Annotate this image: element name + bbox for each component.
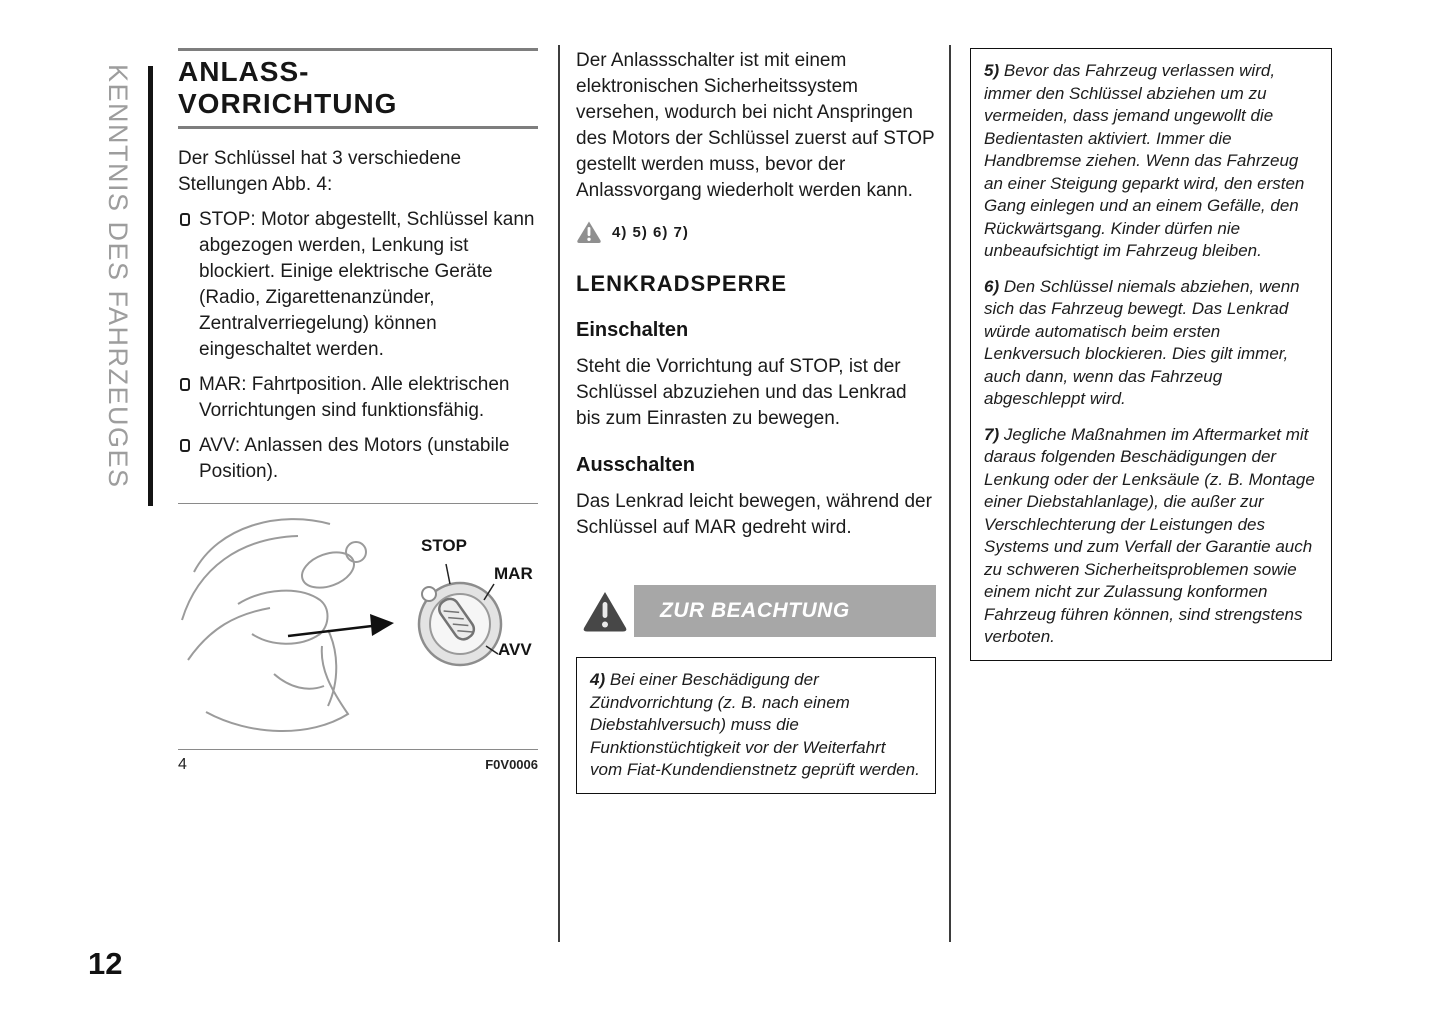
ignition-illustration	[178, 508, 538, 740]
figure-label-stop: STOP	[421, 536, 467, 555]
note-item-5	[984, 60, 1318, 263]
warning-reference-row	[576, 220, 936, 244]
page-title-line1: ANLASS-	[178, 56, 310, 87]
callout-arrow-head	[370, 614, 394, 636]
subheading-ausschalten: Ausschalten	[576, 454, 695, 476]
page-number: 12	[88, 946, 123, 981]
column-3	[970, 48, 1332, 661]
note-text: Bevor das Fahrzeug verlassen wird, immer den Schlüssel abziehen um zu vermeiden, dass jemand ungewollt die Bedientasten aktiviert. Immer die Handbremse ziehen. Wenn das Fahrzeug an einer Steigung geparkt wird, den ersten Gang einlegen und an einem Gefälle, den Rückwärtsgang. Kinder dürfen nie unbeaufsichtigt im Fahrzeug bleiben.	[984, 61, 1305, 260]
sidebar-rule	[148, 66, 153, 506]
figure-code: F0V0006	[485, 757, 538, 772]
intro-paragraph: Der Schlüssel hat 3 verschiedene Stellungen Abb. 4:	[178, 148, 462, 195]
note-number: 5)	[984, 61, 1000, 80]
attention-banner-label: ZUR BEACHTUNG	[660, 599, 850, 622]
bullet-text: STOP: Motor abgestellt, Schlüssel kann abgezogen werden, Lenkung ist blockiert. Einige elektrische Geräte (Radio, Zigarettenanzünder, Zentralverriegelung) können eingeschaltet werden.	[199, 209, 535, 360]
page-title	[178, 51, 538, 126]
square-bullet-icon	[180, 378, 190, 391]
column-2	[576, 48, 936, 794]
note-item-6	[984, 276, 1318, 411]
ignition-figure	[178, 503, 538, 750]
list-item-stop	[178, 207, 538, 363]
warning-note-references: 4) 5) 6) 7)	[612, 223, 689, 241]
attention-banner	[576, 585, 936, 637]
attention-warning-triangle-icon	[582, 590, 628, 632]
figure-label-avv: AVV	[498, 640, 532, 659]
note-item-7	[984, 424, 1318, 649]
figure-number: 4	[178, 756, 187, 773]
square-bullet-icon	[180, 439, 190, 452]
note-number: 6)	[984, 276, 1000, 296]
note-text: Den Schlüssel niemals abziehen, wenn sich das Fahrzeug bewegt. Das Lenkrad würde automatisch beim ersten Lenkversuch blockieren. Dies gilt immer, auch dann, wenn das Fahrzeug abgeschleppt wird.	[984, 276, 1300, 408]
paragraph-einschalten: Steht die Vorrichtung auf STOP, ist der Schlüssel abzuziehen und das Lenkrad bis zum Einrasten zu bewegen.	[576, 356, 907, 429]
note-number: 4)	[590, 670, 606, 689]
column-divider-2	[949, 45, 951, 942]
column-divider-1	[558, 45, 560, 942]
bullet-text: MAR: Fahrtposition. Alle elektrischen Vorrichtungen sind funktionsfähig.	[199, 374, 510, 421]
paragraph-ignition-security: Der Anlassschalter ist mit einem elektronischen Sicherheitssystem versehen, wodurch bei nicht Anspringen des Motors der Schlüssel zuerst auf STOP gestellt werden muss, bevor der Anlassvorgang wiederholt werden kann.	[576, 50, 935, 201]
note-text: Jegliche Maßnahmen im Aftermarket mit daraus folgenden Beschädigungen der Lenkung oder der Lenksäule (z. B. Montage einer Diebstahlanlage), die außer zur Verschlechterung der Leistungen des Systems und zum Verfall der Garantie auch zu schweren Sicherheitsproblemen sowie einem nicht zur Zulassung konformen Fahrzeug führen können, sind strengstens verboten.	[984, 424, 1315, 646]
subheading-einschalten: Einschalten	[576, 319, 689, 341]
notes-box-5-7	[970, 48, 1332, 661]
column-1	[178, 48, 538, 774]
list-item-avv	[178, 433, 538, 485]
section-heading-lenkradsperre: LENKRADSPERRE	[576, 271, 788, 296]
list-item-mar	[178, 372, 538, 424]
note-text: Bei einer Beschädigung der Zündvorrichtung (z. B. nach einem Diebstahlversuch) muss die Funktionstüchtigkeit vor der Weiterfahrt vom Fiat-Kundendienstnetz geprüft werden.	[590, 670, 920, 779]
figure-caption	[178, 756, 538, 774]
attention-banner-icon-box	[576, 585, 634, 637]
warning-triangle-icon	[576, 220, 602, 244]
note-box-4	[576, 657, 936, 794]
bullet-text: AVV: Anlassen des Motors (unstabile Position).	[199, 435, 510, 482]
figure-label-mar: MAR	[494, 564, 533, 583]
paragraph-ausschalten: Das Lenkrad leicht bewegen, während der Schlüssel auf MAR gedreht wird.	[576, 491, 932, 538]
page-title-line2: VORRICHTUNG	[178, 88, 398, 119]
attention-banner-bar	[634, 585, 936, 637]
chapter-sidebar-label: KENNTNIS DES FAHRZEUGES	[103, 64, 133, 489]
title-rule-bottom	[178, 126, 538, 129]
square-bullet-icon	[180, 213, 190, 226]
note-number: 7)	[984, 424, 1000, 444]
